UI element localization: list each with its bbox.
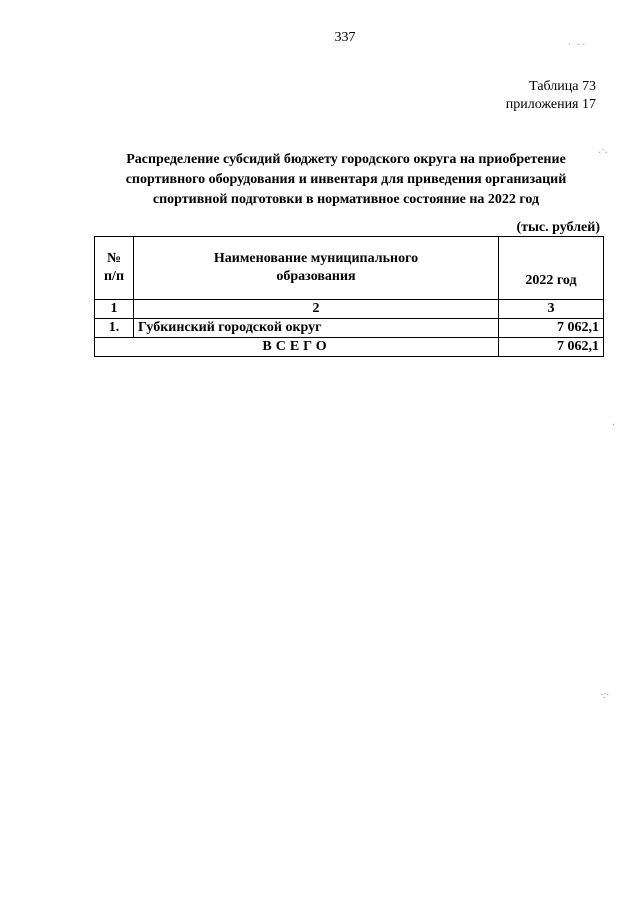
header-name [134,237,499,300]
title-line1: Распределение субсидий бюджету городского округа на приобретение [126,152,566,167]
scan-speck: ·˙· [598,148,608,159]
header-year: 2022 год [499,237,604,300]
document-title [90,150,602,210]
total-label: ВСЕГО [95,338,499,357]
table-row [95,319,604,338]
column-number-1: 1 [95,300,134,319]
page-number: 337 [334,30,356,45]
title-line2: спортивного оборудования и инвентаря для приведения организаций [125,172,567,187]
scan-speck: · [612,420,616,431]
header-number-line2: п/п [103,269,125,284]
row-number: 1. [95,319,134,338]
table-reference [506,78,596,114]
header-name-line2: образования [276,269,356,284]
table-header-row [95,237,604,300]
header-number-line1: № [106,251,122,266]
header-name-line1: Наименование муниципального [213,251,419,266]
column-number-2: 2 [134,300,499,319]
subsidy-table [94,236,604,357]
column-number-row [95,300,604,319]
title-line3: спортивной подготовки в нормативное состояние на 2022 год [152,192,540,207]
table-ref-line2: приложения 17 [505,97,596,112]
total-value: 7 062,1 [499,338,604,357]
units-label: (тыс. рублей) [516,220,600,235]
scan-speck: · · · [568,40,586,51]
table-ref-line1: Таблица 73 [529,79,596,94]
header-number [95,237,134,300]
column-number-3: 3 [499,300,604,319]
row-municipality-name: Губкинский городской округ [134,319,499,338]
total-row [95,338,604,357]
scan-speck: ·:· [600,690,610,701]
row-value: 7 062,1 [499,319,604,338]
